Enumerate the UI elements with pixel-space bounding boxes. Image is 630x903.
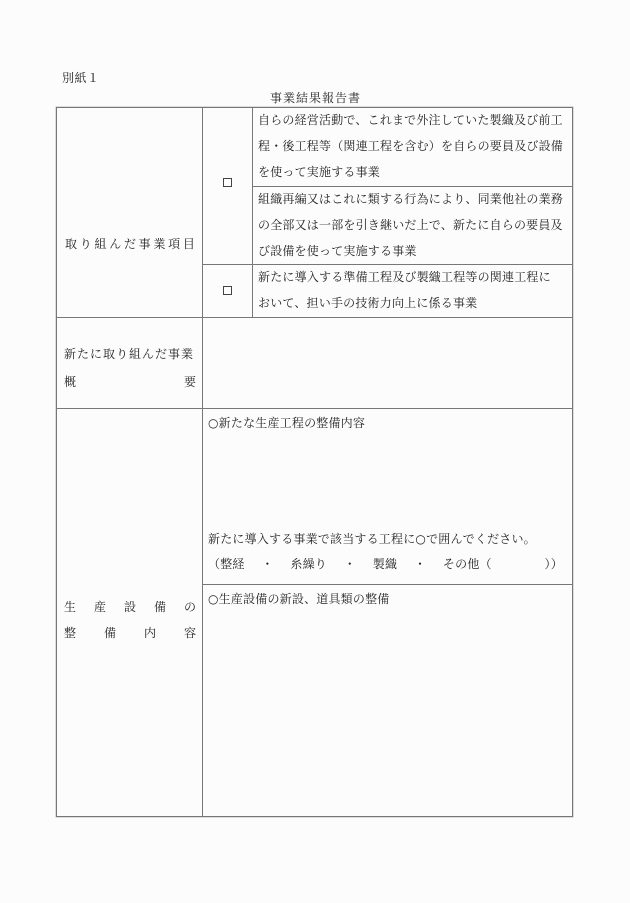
label-char: だ: [123, 237, 136, 251]
option-separator: ・: [343, 557, 356, 571]
annex-label: 別紙１: [62, 71, 100, 85]
project-group-2-checkbox[interactable]: [223, 286, 232, 295]
process-options: [208, 551, 563, 577]
label-char: 概: [64, 375, 77, 389]
label-char: 目: [182, 237, 195, 251]
process-input-area[interactable]: [203, 438, 573, 526]
project-item-2-line: び設備を使って実施する事業: [258, 244, 417, 258]
project-item-2-line: 組織再編又はこれに類する行為により、同業他社の業務: [258, 192, 564, 206]
option-warping[interactable]: （整経: [208, 557, 245, 571]
summary-label-line1: 新たに取り組んだ事業: [64, 347, 195, 361]
project-item-1-line: 程・後工程等（関連工程を含む）を自らの要員及び設備: [258, 139, 564, 153]
option-separator: ・: [261, 557, 274, 571]
label-char: り: [79, 237, 92, 251]
facilities-heading: ○生産設備の新設、道具類の整備: [208, 592, 390, 606]
row-divider-process-facilities: [202, 584, 573, 585]
option-close-paren: ））: [544, 557, 563, 571]
label-char: の: [183, 600, 196, 614]
label-char: 項: [168, 237, 181, 251]
report-table: [56, 107, 573, 817]
label-char: 備: [103, 626, 116, 640]
col-divider-2: [252, 108, 253, 317]
project-item-2: [258, 186, 570, 264]
projects-label: [65, 235, 195, 252]
option-weaving[interactable]: 製織: [372, 557, 398, 571]
project-item-2-line: の全部又は一部を引き継いだ上で、新たに自らの要員及: [258, 218, 563, 232]
option-separator: ・: [413, 557, 427, 571]
equipment-label-line1: [64, 598, 196, 615]
option-other-label: その他（: [442, 557, 492, 571]
document-title: 事業結果報告書: [270, 91, 362, 105]
project-item-3-line: 新たに導入する準備工程及び製織工程等の関連工程に: [258, 270, 551, 284]
label-char: 業: [153, 237, 166, 251]
label-char: 生: [64, 600, 77, 614]
equipment-label-line2: [64, 624, 196, 641]
project-item-1: [258, 107, 570, 185]
project-item-1-line: 自らの経営活動で、これまで外注していた製織及び前工: [258, 113, 563, 127]
label-char: 産: [93, 600, 106, 614]
label-char: 整: [64, 626, 77, 640]
label-char: 設: [123, 600, 136, 614]
label-char: 組: [94, 237, 107, 251]
label-char: 容: [183, 626, 196, 640]
label-char: 要: [183, 375, 196, 389]
project-item-3: [258, 264, 570, 316]
process-instruction: 新たに導入する事業で該当する工程に○で囲んでください。: [208, 532, 536, 546]
label-char: ん: [109, 237, 122, 251]
project-item-3-line: おいて、担い手の技術力向上に係る事業: [258, 296, 478, 310]
option-winding[interactable]: 糸繰り: [290, 557, 327, 571]
row-divider-summary-equipment: [57, 408, 573, 409]
option-other[interactable]: [443, 551, 563, 577]
summary-label-line2: [64, 373, 196, 390]
project-group-1-checkbox[interactable]: [223, 178, 232, 187]
facilities-input-area[interactable]: [203, 614, 573, 816]
label-char: 取: [65, 237, 78, 251]
label-char: 事: [138, 237, 151, 251]
project-item-1-line: を使って実施する事業: [258, 165, 381, 179]
summary-input-area[interactable]: [203, 318, 573, 408]
label-char: 内: [143, 626, 156, 640]
process-heading: ○新たな生産工程の整備内容: [208, 416, 366, 430]
label-char: 備: [153, 600, 166, 614]
